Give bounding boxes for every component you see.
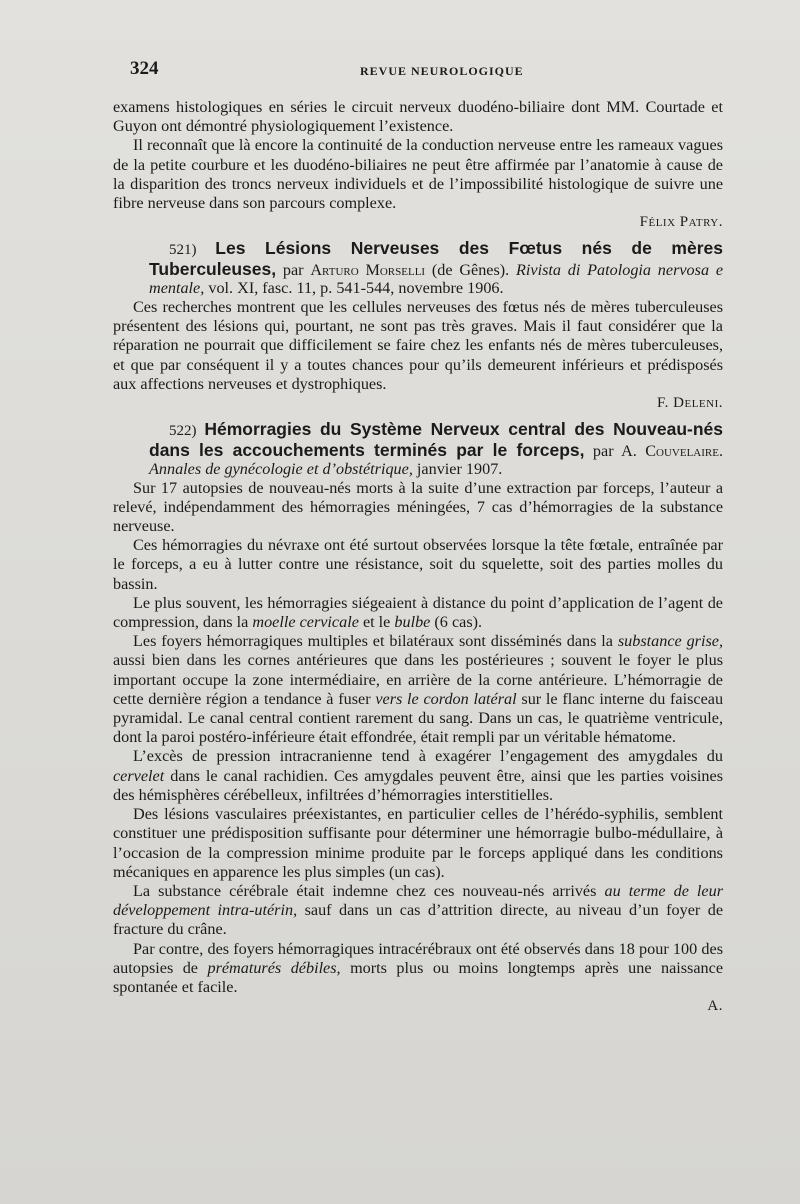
- text-run: Le plus souvent, les hémorragies siégeaient à distance du point d’application de l’agent de compression, dans la: [113, 593, 723, 632]
- text-run: dans le canal rachidien. Ces amygdales peuvent être, ainsi que les parties voisines des hémisphères cérébelleux, infiltrées d’hémorragies interstitielles.: [113, 766, 723, 804]
- entry-522-paragraph-4: [113, 632, 723, 747]
- entry-521: [113, 239, 723, 413]
- intro-paragraph-2: Il reconnaît que là encore la continuité de la conduction nerveuse entre les rameaux vagues de la petite courbure et les duodéno-biliaires ne peut être affirmée par l’anatomie à cause de la disparition des troncs nerveux individuels et de l’impossibilité histologique de suivre une fibre nerveuse dans son parcours complexe.: [113, 136, 723, 213]
- entry-title: Hémorragies du Système Nerveux central des Nouveau-nés dans les accouchements terminés par le forceps,: [149, 419, 723, 460]
- entry-reference: janvier 1907.: [416, 460, 503, 479]
- entry-journal: Annales de gynécologie et d’obstétrique,: [149, 460, 413, 479]
- entry-522-paragraph-6: Des lésions vasculaires préexistantes, en particulier celles de l’hérédo-syphilis, semblent constituer une prédisposition suffisante pour déterminer une hémorragie bulbo-médullaire, à l’occasion de la compression minime produite par le forceps appliqué dans les conditions mécaniques en apparence les plus simples (un cas).: [113, 805, 723, 881]
- running-header: [130, 58, 720, 82]
- entry-reference: vol. XI, fasc. 11, p. 541-544, novembre 1906.: [208, 279, 504, 298]
- entry-522-paragraph-1: Sur 17 autopsies de nouveau-nés morts à la suite d’une extraction par forceps, l’auteur a relevé, indépendamment des hémorragies méningées, 7 cas d’hémorragies de la substance nerveuse.: [113, 478, 723, 536]
- italic-term: cervelet: [113, 766, 165, 785]
- text-run: sur le flanc interne du faisceau pyramidal. Le canal central contient rarement du sang. Dans un cas, le quatrième ventricule, dont la paroi postéro-inférieure était effondrée, était rempli par un véritable hématome.: [113, 689, 724, 747]
- entry-522-paragraph-2: Ces hémorragies du névraxe ont été surtout observées lorsque la tête fœtale, entraînée par le forceps, a eu à lutter contre une résistance, soit du squelette, soit des parties molles du bassin.: [113, 536, 723, 593]
- signature-deleni: F. Deleni.: [657, 394, 723, 411]
- entry-522: [113, 420, 723, 1016]
- entry-journal: Rivista di Patologia nervosa e mentale,: [149, 260, 724, 298]
- italic-term: prématurés débiles,: [207, 958, 341, 977]
- page-number: 324: [130, 58, 159, 79]
- italic-term: moelle cervicale: [252, 613, 359, 632]
- text-run: Les foyers hémorragiques multiples et bilatéraux sont disséminés dans la: [133, 632, 613, 651]
- italic-term: au terme de leur développement intra-utérin,: [113, 881, 723, 920]
- journal-title: REVUE NEUROLOGIQUE: [360, 64, 524, 78]
- text-run: L’excès de pression intracranienne tend à exagérer l’engagement des amygdales du: [133, 747, 723, 766]
- text-run: et le: [362, 613, 391, 632]
- signature-patry: Félix Patry.: [639, 214, 723, 231]
- italic-term: vers le cordon latéral: [375, 689, 517, 708]
- page-body: [113, 98, 723, 1016]
- entry-522-paragraph-5: [113, 747, 723, 805]
- entry-521-paragraph: Ces recherches montrent que les cellules nerveuses des fœtus nés de mères tuberculeuses présentent des lésions qui, pourtant, ne sont pas très graves. Mais il faut considérer que la réparation ne pourrait que difficilement se faire chez les enfants nés de mères tuberculeuses, et que par conséquent il y a toutes chances pour qu’ils demeurent inférieurs et prédisposés aux affections nerveuses et dystrophiques.: [113, 297, 723, 393]
- entry-522-paragraph-7: [113, 882, 723, 940]
- entry-522-heading: [113, 420, 723, 479]
- entry-number: 522): [169, 423, 197, 440]
- text-run: morts plus ou moins longtemps après une naissance spontanée et facile.: [113, 958, 724, 996]
- entry-521-heading: [113, 239, 723, 298]
- italic-term: bulbe: [394, 613, 431, 632]
- text-run: (6 cas).: [434, 613, 483, 632]
- entry-number: 521): [169, 242, 197, 259]
- signature-a: A.: [707, 998, 723, 1015]
- entry-by: par A.: [592, 441, 637, 460]
- text-run: La substance cérébrale était indemne chez ces nouveau-nés arrivés: [133, 881, 597, 900]
- entry-by: par: [282, 260, 304, 279]
- entry-title: Les Lésions Nerveuses des Fœtus nés de mères Tuberculeuses,: [149, 238, 723, 279]
- entry-author: Arturo Morselli: [310, 260, 426, 279]
- entry-522-paragraph-8: [113, 940, 723, 998]
- intro-paragraph-1: examens histologiques en séries le circuit nerveux duodéno-biliaire dont MM. Courtade et Guyon ont démontré physiologiquement l’existence.: [113, 98, 723, 136]
- italic-term: substance grise,: [617, 632, 724, 651]
- text-run: sauf dans un cas d’attrition directe, au niveau d’un foyer de fracture du crâne.: [113, 901, 724, 939]
- entry-522-paragraph-3: [113, 594, 723, 632]
- entry-location: (de Gênes).: [431, 260, 510, 279]
- text-run: aussi bien dans les cornes antérieures que dans les postérieures ; souvent le foyer le plus important occupe la zone intermédiaire, en arrière de la corne antérieure. L’hémorragie de cette dernière région a tendance à fuser: [113, 651, 723, 708]
- entry-author: Couvelaire.: [645, 441, 723, 460]
- text-run: Par contre, des foyers hémorragiques intracérébraux ont été observés dans 18 pour 100 des autopsies de: [113, 939, 723, 977]
